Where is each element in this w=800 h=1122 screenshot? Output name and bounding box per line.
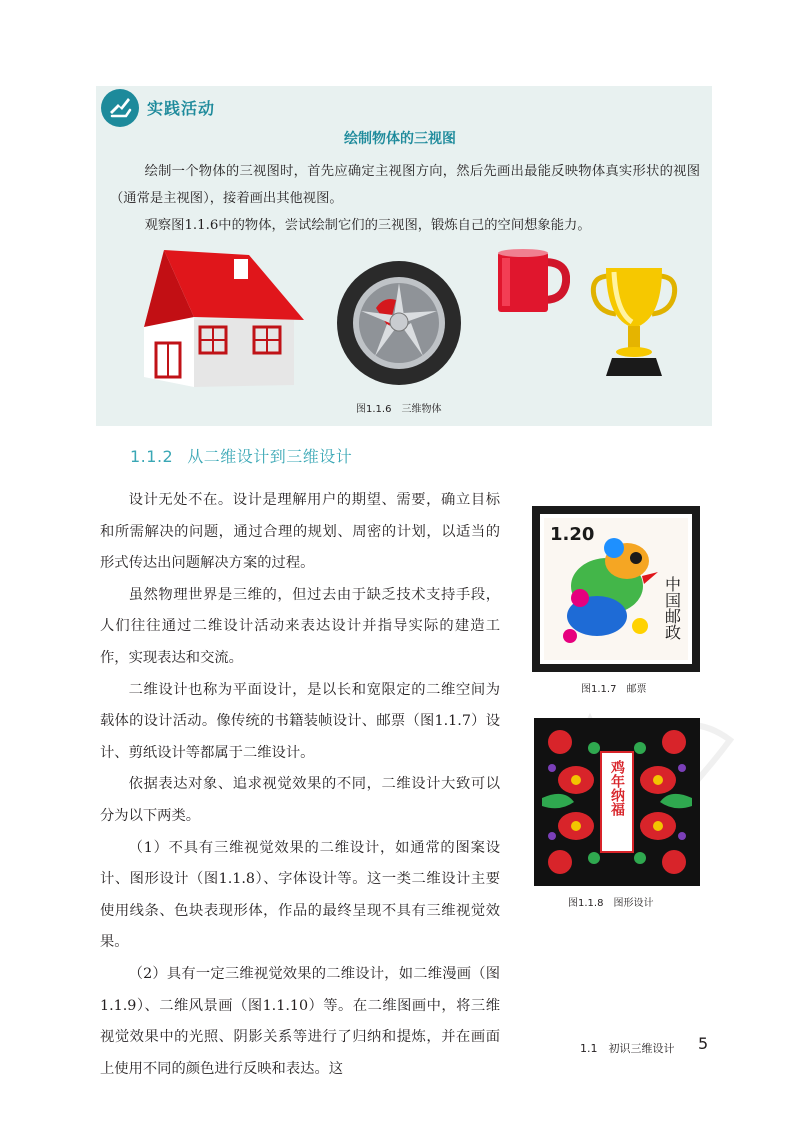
body-paragraph: 虽然物理世界是三维的，但过去由于缺乏技术支持手段，人们往往通过二维设计活动来表达设计并指导实际的建造工作，实现表达和交流。 — [100, 586, 500, 666]
activity-label: 实践活动 — [147, 99, 216, 118]
footer-section: 1.1 初识三维设计 — [580, 1042, 675, 1055]
section-title: 从二维设计到三维设计 — [187, 447, 353, 466]
body-paragraph: （2）具有一定三维视觉效果的二维设计，如二维漫画（图1.1.9）、二维风景画（图1.1.10）等。在二维图画中，将三维视觉效果中的光照、阴影关系等进行了归纳和提炼，并在画面上使用不同的颜色进行反映和表达。这 — [100, 965, 500, 1077]
body-paragraph: 二维设计也称为平面设计，是以长和宽限定的二维空间为载体的设计活动。像传统的书籍装帧设计、邮票（图1.1.7）设计、剪纸设计等都属于二维设计。 — [100, 681, 500, 761]
activity-paragraph: 观察图1.1.6中的物体，尝试绘制它们的三视图，锻炼自己的空间想象能力。 — [144, 218, 591, 233]
body-paragraph: 依据表达对象、追求视觉效果的不同，二维设计大致可以分为以下两类。 — [100, 776, 500, 824]
figure-caption: 图1.1.6 三维物体 — [356, 404, 442, 415]
mug-image — [496, 248, 570, 314]
activity-paragraph: 绘制一个物体的三视图时，首先应确定主视图方向，然后先画出最能反映物体真实形状的视图（通常是主视图），接着画出其他视图。 — [110, 164, 700, 206]
page-number: 5 — [698, 1034, 709, 1053]
house-image — [134, 245, 304, 390]
papercut-image — [534, 718, 700, 886]
section-heading — [130, 444, 352, 467]
practice-hand-icon — [100, 88, 140, 128]
body-text — [100, 485, 500, 1085]
body-paragraph: 设计无处不在。设计是理解用户的期望、需要，确立目标和所需解决的问题，通过合理的规划、周密的计划，以适当的形式传达出问题解决方案的过程。 — [100, 492, 500, 572]
papercut-text: 鸡年纳福 — [609, 760, 625, 816]
body-paragraph: （1）不具有三维视觉效果的二维设计，如通常的图案设计、图形设计（图1.1.8）、字体设计等。这一类二维设计主要使用线条、色块表现形体，作品的最终呈现不具有三维视觉效果。 — [100, 839, 500, 951]
stamp-image — [532, 506, 700, 672]
activity-title: 绘制物体的三视图 — [344, 131, 456, 147]
stamp-country: 中国邮政 — [662, 576, 682, 640]
tire-image — [334, 258, 464, 388]
papercut-caption: 图1.1.8 图形设计 — [568, 898, 654, 909]
section-number: 1.1.2 — [130, 447, 174, 466]
stamp-value: 1.20 — [550, 524, 595, 545]
trophy-image — [588, 262, 680, 380]
stamp-caption: 图1.1.7 邮票 — [581, 684, 647, 695]
